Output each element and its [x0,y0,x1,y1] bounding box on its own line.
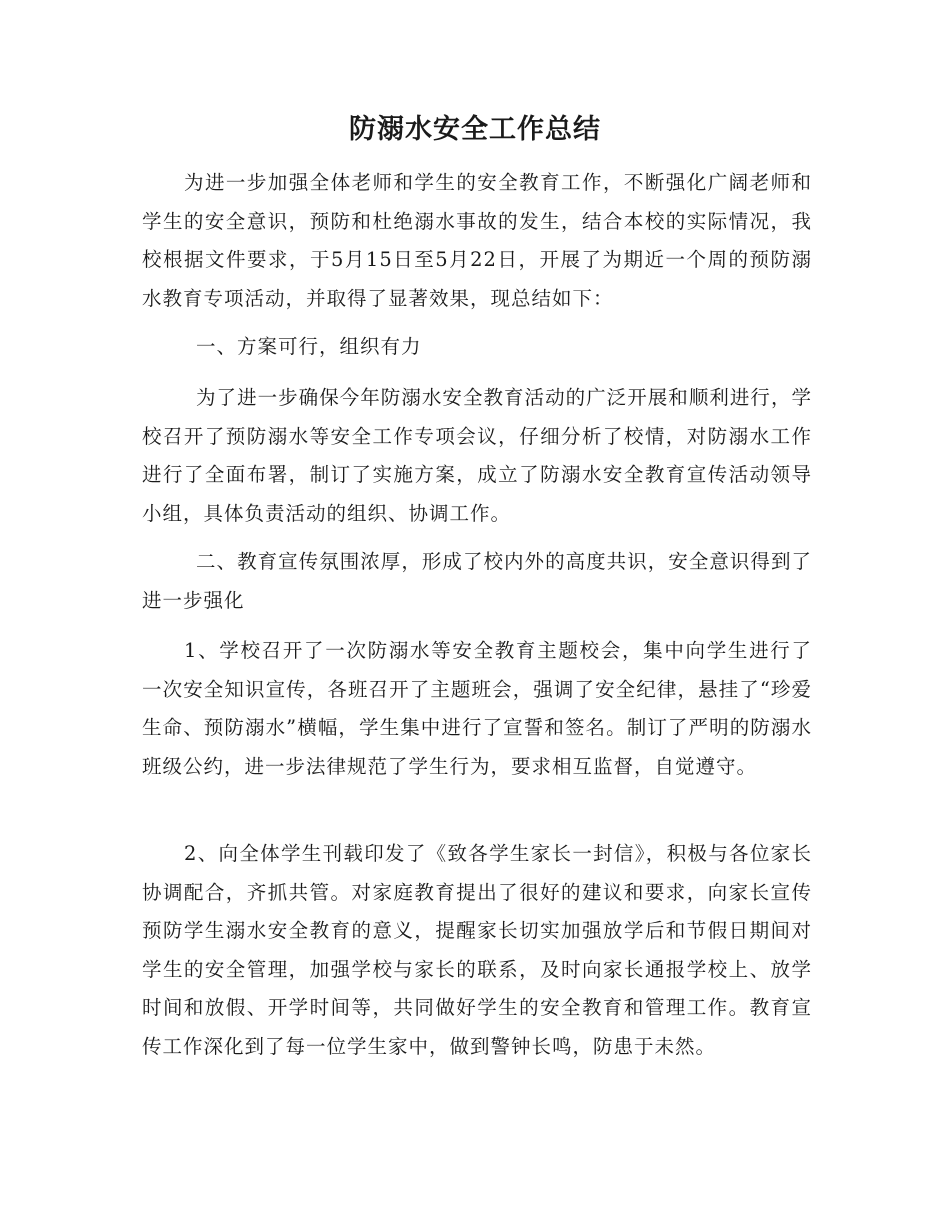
paragraph-section-1: 为了进一步确保今年防溺水安全教育活动的广泛开展和顺利进行，学校召开了预防溺水等安全工作专项会议，仔细分析了校情，对防溺水工作进行了全面布署，制订了实施方案，成立了防溺水安全教育宣传活动领导小组，具体负责活动的组织、协调工作。 [142,386,812,525]
document-title: 防溺水安全工作总结 [349,114,601,145]
paragraph-intro: 为进一步加强全体老师和学生的安全教育工作，不断强化广阔老师和学生的安全意识，预防和杜绝溺水事故的发生，结合本校的实际情况，我校根据文件要求，于5月15日至5月22日，开展了为期近一个周的预防溺水教育专项活动，并取得了显著效果，现总结如下： [142,171,812,310]
section-heading-2: 二、教育宣传氛围浓厚，形成了校内外的高度共识，安全意识得到了进一步强化 [142,550,812,612]
paragraph-item-2: 2、向全体学生刊载印发了《致各学生家长一封信》，积极与各位家长协调配合，齐抓共管。对家庭教育提出了很好的建议和要求，向家长宣传预防学生溺水安全教育的意义，提醒家长切实加强放学后和节假日期间对学生的安全管理，加强学校与家长的联系，及时向家长通报学校上、放学时间和放假、开学时间等，共同做好学生的安全教育和管理工作。教育宣传工作深化到了每一位学生家中，做到警钟长鸣，防患于未然。 [142,842,812,1058]
section-heading-1: 一、方案可行，组织有力 [196,335,422,358]
paragraph-item-1: 1、学校召开了一次防溺水等安全教育主题校会，集中向学生进行了一次安全知识宣传，各班召开了主题班会，强调了安全纪律，悬挂了“珍爱生命、预防溺水”横幅，学生集中进行了宣誓和签名。制订了严明的防溺水班级公约，进一步法律规范了学生行为，要求相互监督，自觉遵守。 [142,639,812,778]
